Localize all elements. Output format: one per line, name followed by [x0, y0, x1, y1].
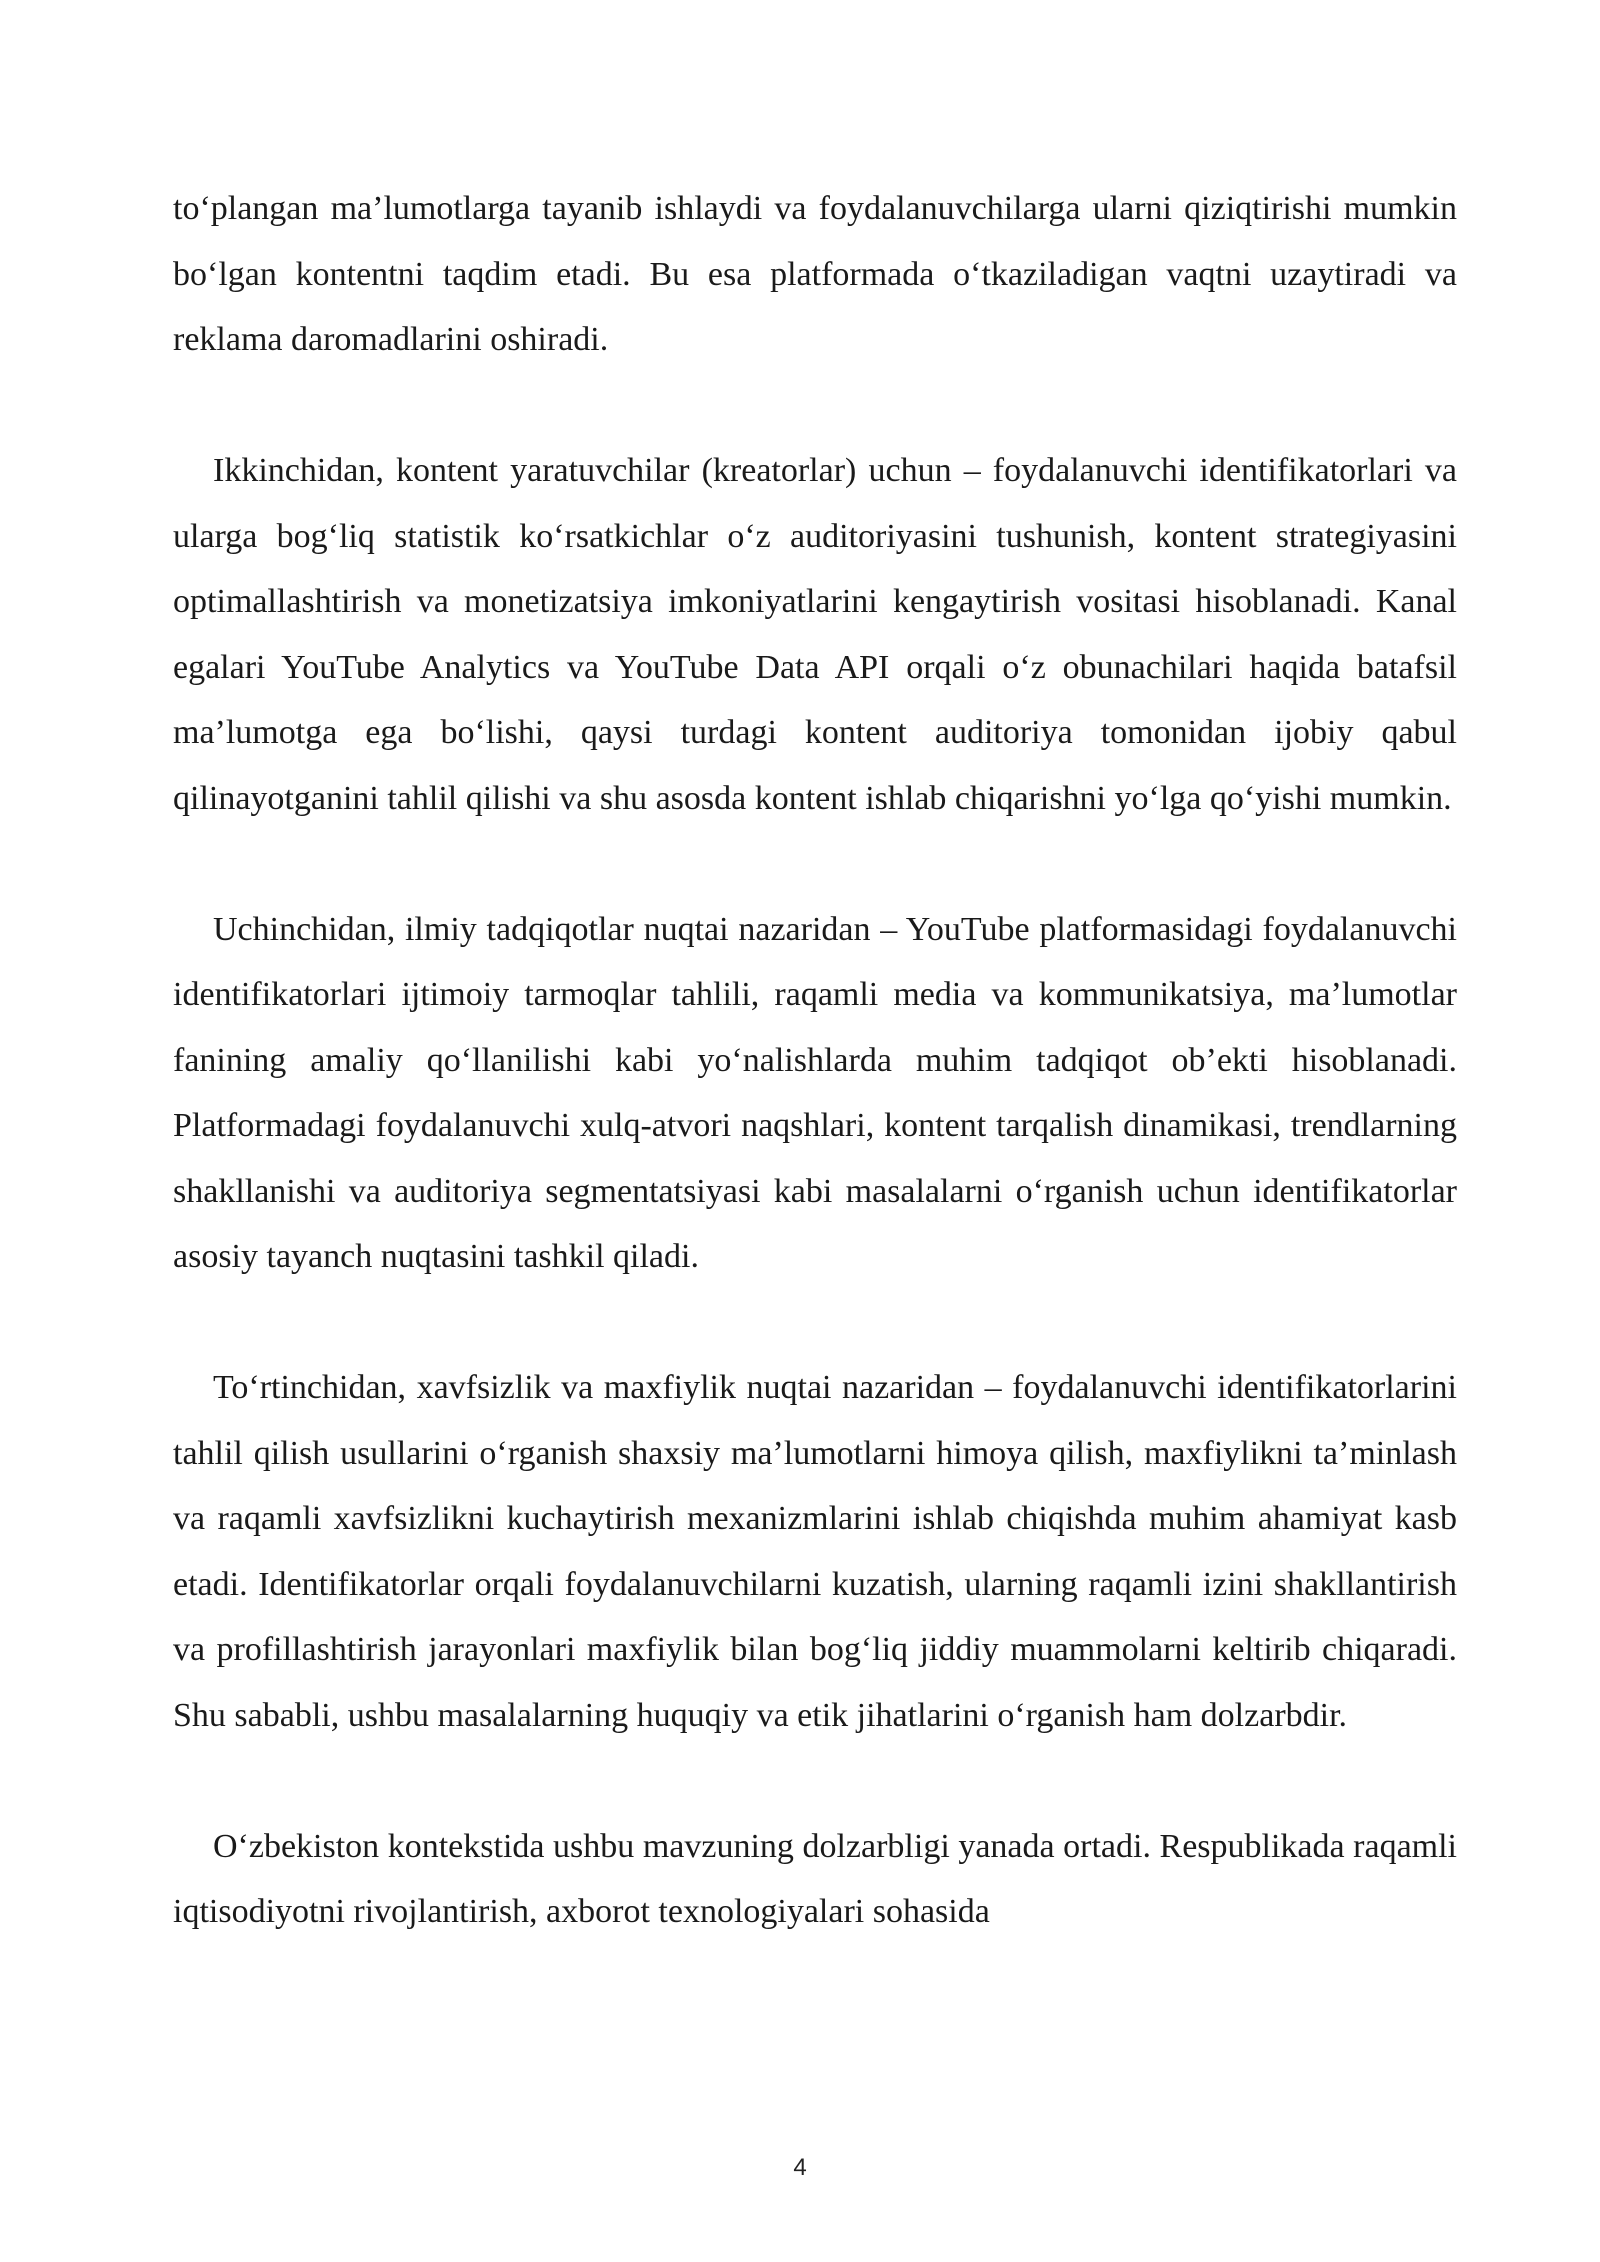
paragraph-uchinchidan: Uchinchidan, ilmiy tadqiqotlar nuqtai nazaridan – YouTube platformasidagi foydalanuvchi identifikatorlari ijtimoiy tarmoqlar tahlili, raqamli media va kommunikatsiya, ma’lumotlar fanining amaliy qo‘llanilishi kabi yo‘nalishlarda muhim tadqiqot ob’ekti hisoblanadi. Platformadagi foydalanuvchi xulq-atvori naqshlari, kontent tarqalish dinamikasi, trendlarning shakllanishi va auditoriya segmentatsiyasi kabi masalalarni o‘rganish uchun identifikatorlar asosiy tayanch nuqtasini tashkil qiladi.: [173, 910, 1457, 1275]
paragraph-continuation: to‘plangan ma’lumotlarga tayanib ishlaydi va foydalanuvchilarga ularni qiziqtirishi mumkin bo‘lgan kontentni taqdim etadi. Bu esa platformada o‘tkaziladigan vaqtni uzaytiradi va reklama daromadlarini oshiradi.: [173, 190, 1457, 358]
paragraph-tortinchidan: To‘rtinchidan, xavfsizlik va maxfiylik nuqtai nazaridan – foydalanuvchi identifikatorlarini tahlil qilish usullarini o‘rganish shaxsiy ma’lumotlarni himoya qilish, maxfiylikni ta’minlash va raqamli xavfsizlikni kuchaytirish mexanizmlarini ishlab chiqishda muhim ahamiyat kasb etadi. Identifikatorlar orqali foydalanuvchilarni kuzatish, ularning raqamli izini shakllantirish va profillashtirish jarayonlari maxfiylik bilan bog‘liq jiddiy muammolarni keltirib chiqaradi. Shu sababli, ushbu masalalarning huquqiy va etik jihatlarini o‘rganish ham dolzarbdir.: [173, 1369, 1457, 1734]
document-body: [173, 176, 1457, 1945]
page-number: 4: [793, 2154, 807, 2181]
paragraph-ikkinchidan: Ikkinchidan, kontent yaratuvchilar (kreatorlar) uchun – foydalanuvchi identifikatorlari va ularga bog‘liq statistik ko‘rsatkichlar o‘z auditoriyasini tushunish, kontent strategiyasini optimallashtirish va monetizatsiya imkoniyatlarini kengaytirish vositasi hisoblanadi. Kanal egalari YouTube Analytics va YouTube Data API orqali o‘z obunachilari haqida batafsil ma’lumotga ega bo‘lishi, qaysi turdagi kontent auditoriya tomonidan ijobiy qabul qilinayotganini tahlil qilishi va shu asosda kontent ishlab chiqarishni yo‘lga qo‘yishi mumkin.: [173, 452, 1457, 817]
paragraph-ozbekiston: O‘zbekiston kontekstida ushbu mavzuning dolzarbligi yanada ortadi. Respublikada raqamli iqtisodiyotni rivojlantirish, axborot texnologiyalari sohasida: [173, 1827, 1457, 1930]
